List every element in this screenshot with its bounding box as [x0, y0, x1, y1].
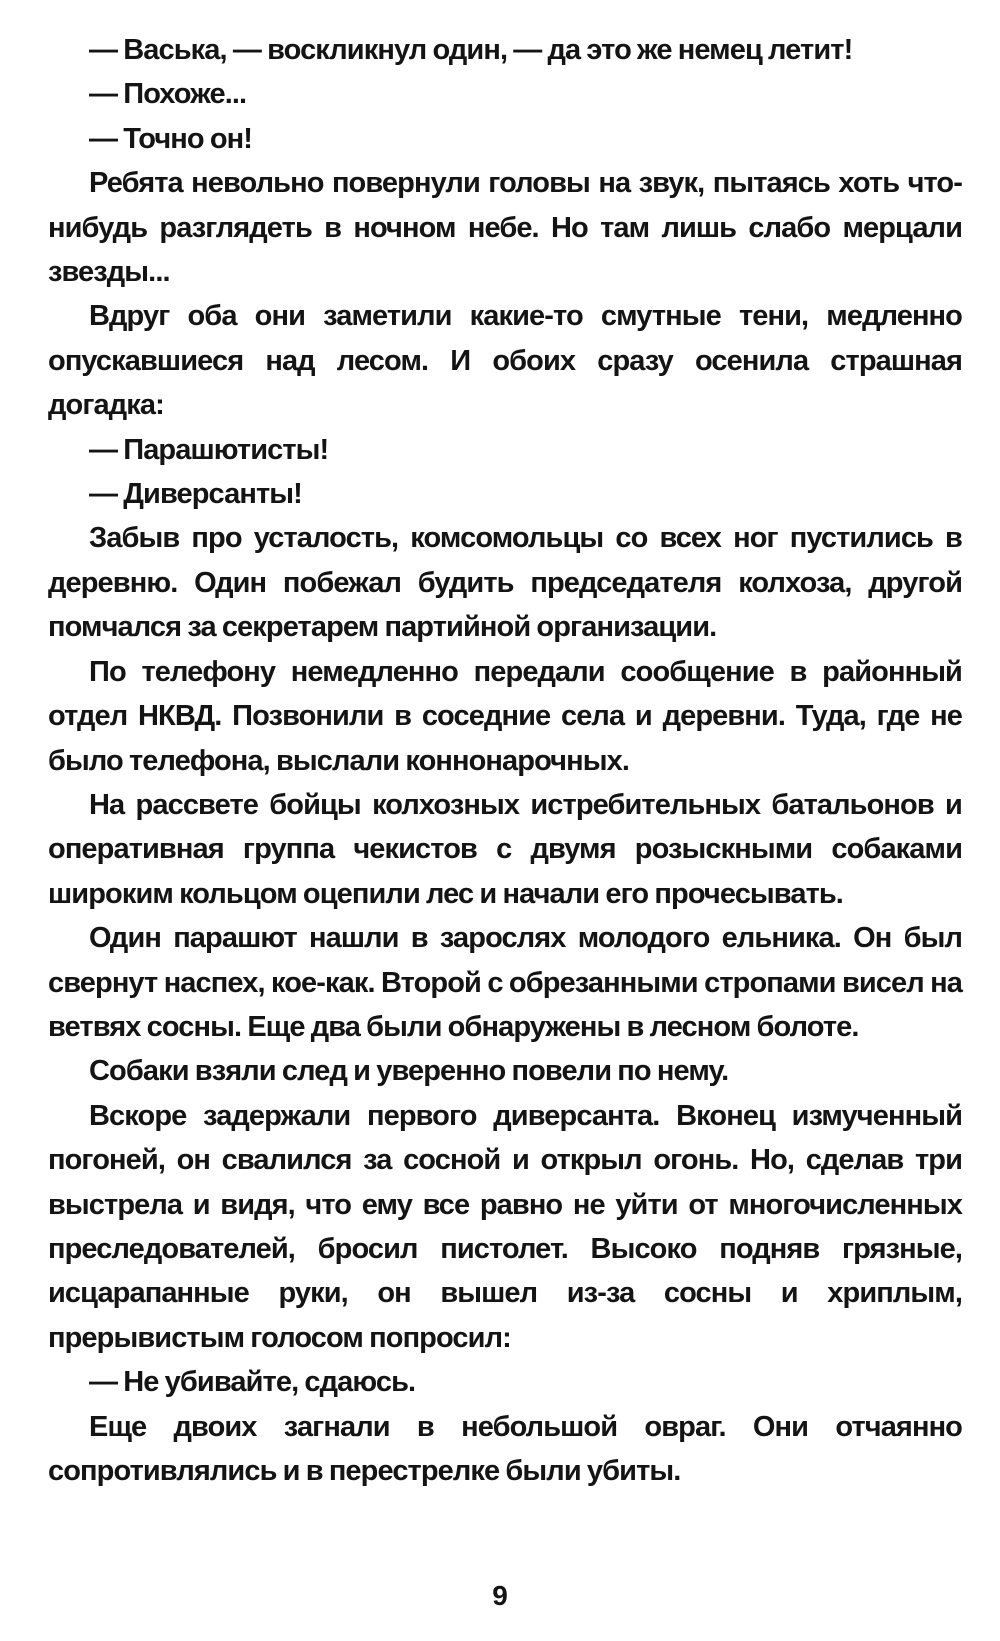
paragraph-2: — Похоже...: [89, 78, 247, 111]
paragraph-8: Забыв про усталость, комсомольцы со всех ног пустились в деревню. Один побежал будить председателя колхоза, другой помчался за секретарем партийной организации.: [48, 522, 962, 644]
paragraph-9: По телефону немедленно передали сообщение в районный отдел НКВД. Позвонили в соседние села и деревни. Туда, где не было телефона, выслали коннонарочных.: [48, 655, 962, 777]
page-body: [48, 28, 962, 1493]
paragraph-5: Вдруг оба они заметили какие-то смутные тени, медленно опускавшиеся над лесом. И обоих сразу осенила страшная догадка:: [48, 300, 962, 422]
paragraph-4: Ребята невольно повернули головы на звук, пытаясь хоть что-нибудь разглядеть в ночном небе. Но там лишь слабо мерцали звезды...: [48, 167, 962, 289]
paragraph-15: Еще двоих загнали в небольшой овраг. Они отчаянно сопротивлялись и в перестрелке были убиты.: [48, 1410, 962, 1487]
paragraph-6: — Парашютисты!: [89, 433, 329, 466]
paragraph-3: — Точно он!: [89, 122, 253, 155]
page-number: 9: [492, 1580, 508, 1611]
paragraph-13: Вскоре задержали первого диверсанта. Вконец измученный погоней, он свалился за сосной и открыл огонь. Но, сделав три выстрела и видя, что ему все равно не уйти от многочисленных преследователей, бросил пистолет. Высоко подняв грязные, исцарапанные руки, он вышел из-за сосны и хриплым, прерывистым голосом попросил:: [48, 1099, 962, 1354]
paragraph-10: На рассвете бойцы колхозных истребительных батальонов и оперативная группа чекистов с двумя розыскными собаками широким кольцом оцепили лес и начали его прочесывать.: [48, 788, 962, 910]
paragraph-14: — Не убивайте, сдаюсь.: [89, 1366, 416, 1399]
paragraph-11: Один парашют нашли в зарослях молодого ельника. Он был свернут наспех, кое-как. Второй с обрезанными стропами висел на ветвях сосны. Еще два были обнаружены в лесном болоте.: [48, 922, 962, 1043]
paragraph-1: — Васька, — воскликнул один, — да это же немец летит!: [89, 34, 853, 66]
paragraph-7: — Диверсанты!: [89, 478, 302, 511]
paragraph-12: Собаки взяли след и уверенно повели по нему.: [89, 1055, 729, 1088]
